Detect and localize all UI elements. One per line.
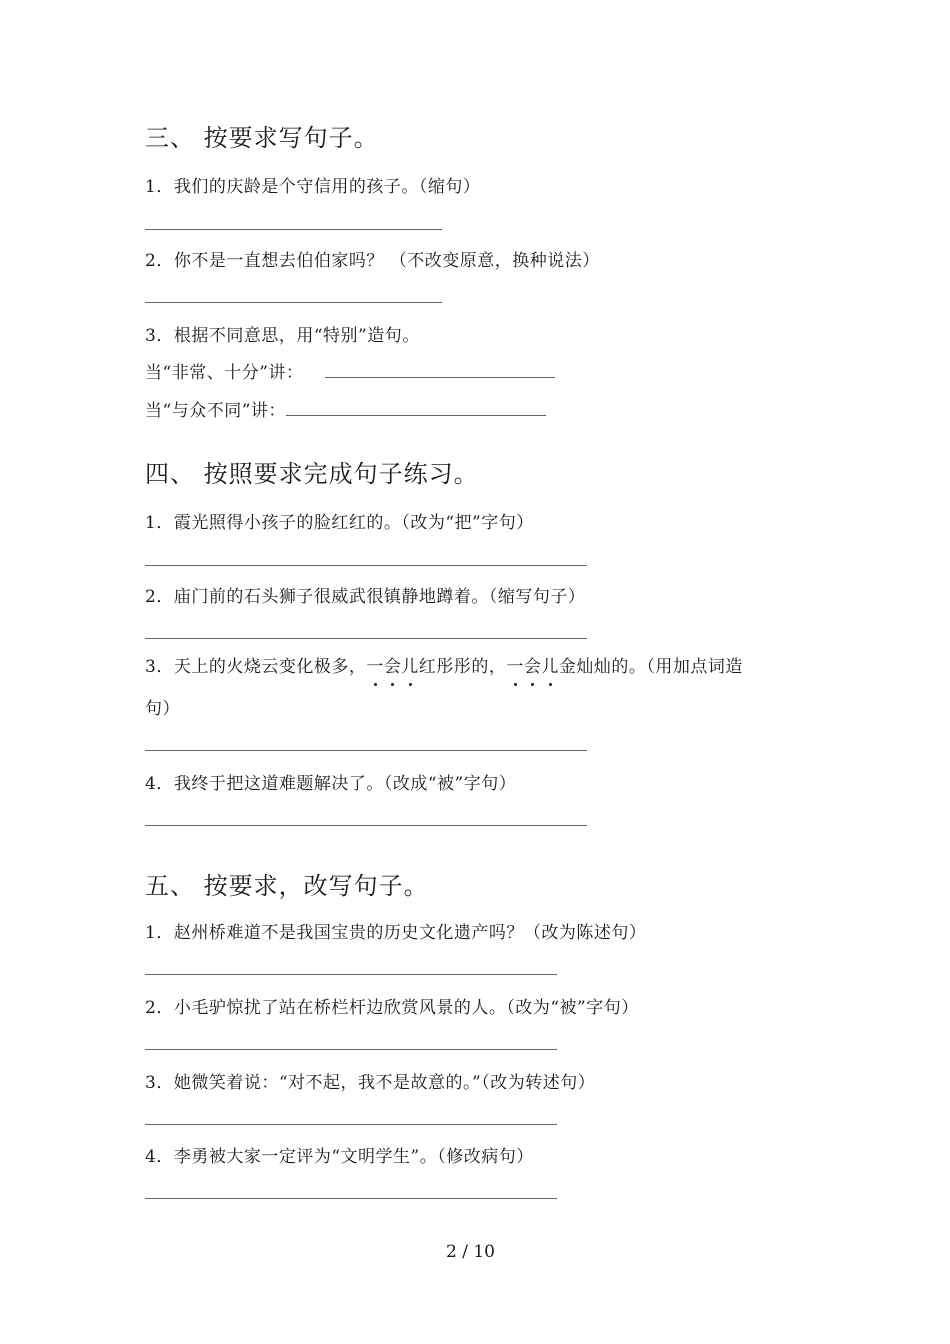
question-5-4: 4．李勇被大家一定评为“文明学生”。（修改病句） — [145, 1147, 534, 1167]
question-5-1: 1．赵州桥难道不是我国宝贵的历史文化遗产吗？（改为陈述句） — [145, 923, 647, 943]
answer-line[interactable] — [325, 363, 555, 378]
answer-line[interactable] — [145, 229, 442, 230]
dotted-char: 会 — [524, 652, 542, 677]
answer-line[interactable] — [145, 1198, 557, 1199]
dotted-word — [366, 657, 419, 677]
section-heading-5: 五、 按要求，改写句子。 — [145, 872, 429, 900]
dotted-char: 儿 — [541, 652, 559, 677]
question-4-3-continued: 句） — [145, 699, 180, 719]
question-3-2: 2．你不是一直想去伯伯家吗？ （不改变原意，换种说法） — [145, 251, 600, 271]
page-number: 2 / 10 — [446, 1242, 495, 1262]
dotted-char: 儿 — [401, 652, 419, 677]
question-4-2: 2．庙门前的石头狮子很威武很镇静地蹲着。（缩写句子） — [145, 587, 586, 607]
answer-line[interactable] — [145, 302, 442, 303]
question-4-4: 4．我终于把这道难题解决了。（改成“被”字句） — [145, 774, 517, 794]
question-4-1: 1．霞光照得小孩子的脸红红的。（改为“把”字句） — [145, 513, 534, 533]
question-3-1: 1．我们的庆龄是个守信用的孩子。（缩句） — [145, 177, 481, 197]
dotted-char: 会 — [384, 652, 402, 677]
sub-prompt: 当“与众不同”讲： — [145, 401, 286, 421]
answer-line[interactable] — [145, 750, 587, 751]
section-heading-3: 三、 按要求写句子。 — [145, 124, 379, 152]
question-3-3: 3．根据不同意思，用“特别”造句。 — [145, 326, 420, 346]
answer-line[interactable] — [145, 1124, 557, 1125]
dotted-char: 一 — [366, 652, 384, 677]
section-heading-4: 四、 按照要求完成句子练习。 — [145, 460, 479, 488]
dotted-char: 一 — [506, 652, 524, 677]
sub-prompt: 当“非常、十分”讲： — [145, 363, 304, 383]
answer-line[interactable] — [145, 638, 587, 639]
answer-line[interactable] — [145, 825, 587, 826]
question-3-3-sub-2 — [145, 396, 546, 421]
question-5-3: 3．她微笑着说：“对不起，我不是故意的。”（改为转述句） — [145, 1073, 596, 1093]
question-3-3-sub-1 — [145, 358, 555, 383]
question-4-3: 3．天上的火烧云变化极多，一会儿红彤彤的，一会儿金灿灿的。（用加点词造 — [145, 652, 743, 677]
answer-line[interactable] — [145, 1049, 557, 1050]
answer-line[interactable] — [286, 401, 546, 416]
answer-line[interactable] — [145, 974, 557, 975]
question-5-2: 2．小毛驴惊扰了站在桥栏杆边欣赏风景的人。（改为“被”字句） — [145, 998, 639, 1018]
dotted-word — [506, 657, 559, 677]
answer-line[interactable] — [145, 565, 587, 566]
